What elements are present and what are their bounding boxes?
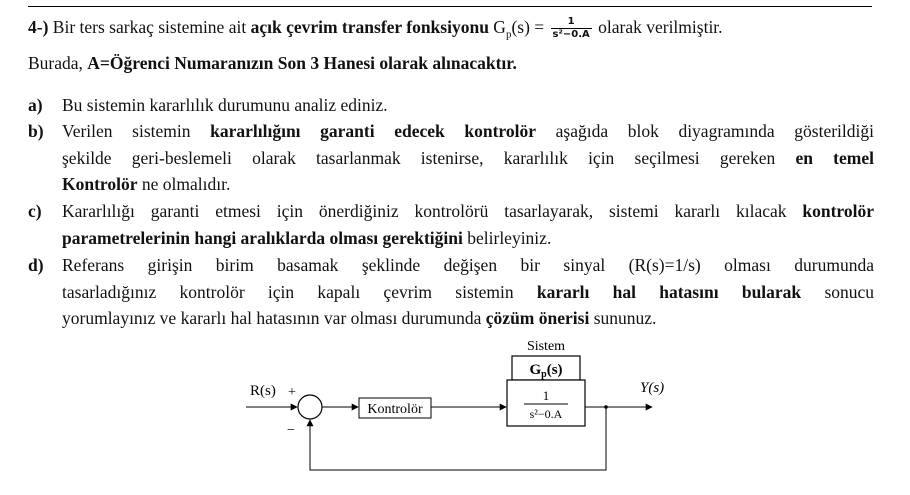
item-b-row2: şekilde geri-beslemeli olarak tasarlanmak istenirse, kararlılık için seçilmesi gereken en temel bbox=[62, 147, 874, 168]
plus-sign: + bbox=[288, 385, 296, 400]
item-d-row2: tasarladığınız kontrolör için kapalı çevrim sistemin kararlı hal hatasını bularak sonucu bbox=[62, 281, 875, 302]
item-c-label: c) bbox=[28, 201, 42, 221]
system-tf-num: 1 bbox=[542, 388, 550, 403]
gp-label: $G_p(s)$ bbox=[529, 362, 563, 380]
item-a-text: Bu sistemin kararlılık durumunu analiz ediniz. bbox=[62, 95, 388, 115]
item-c-row2: parametrelerinin hangi aralıklarda olması gerektiğini belirleyiniz. bbox=[62, 227, 552, 248]
transfer-fraction: $\frac{1}{\text{s²−0.A}}$ bbox=[552, 16, 590, 41]
item-c-row1: Kararlılığı garanti etmesi için önerdiğiniz kontrolörü tasarlayarak, sistemi kararlı kılacak kontrolör bbox=[62, 201, 874, 221]
system-tf-den: s²−0.A bbox=[529, 407, 563, 421]
item-d-row1: Referans girişin birim basamak şeklinde değişen bir sinyal (R(s)=1/s) olması durumunda bbox=[62, 255, 874, 275]
summing-junction bbox=[298, 395, 322, 419]
item-d-row3: yorumlayınız ve kararlı hal hatasının var olması durumunda çözüm önerisi sununuz. bbox=[62, 308, 657, 328]
item-a-label: a) bbox=[28, 95, 43, 115]
system-label: Sistem bbox=[526, 339, 566, 354]
item-b-label: b) bbox=[28, 121, 44, 141]
item-b-row3: Kontrolör ne olmalıdır. bbox=[62, 174, 231, 194]
controller-label: Kontrolör bbox=[367, 402, 423, 417]
input-label: R(s) bbox=[250, 383, 276, 399]
question-header-line2: Burada, A=Öğrenci Numaranızın Son 3 Hanesi olarak alınacaktır. bbox=[28, 53, 517, 73]
item-b-row1: Verilen sistemin kararlılığını garanti edecek kontrolör aşağıda blok diyagramında gösterildiği bbox=[62, 121, 874, 141]
minus-sign: − bbox=[287, 423, 295, 438]
output-label: Y(s) bbox=[640, 380, 665, 396]
item-d-label: d) bbox=[28, 255, 44, 275]
question-number: 4-) bbox=[28, 17, 49, 37]
transfer-function: $G_p(s)$ = bbox=[493, 17, 545, 41]
question-header: 4-) Bir ters sarkaç sistemine ait açık çevrim transfer fonksiyonu $G_p(s)$ = $\frac{1}{\text{s²−0.A}}$ olarak verilmiştir. bbox=[28, 16, 723, 41]
